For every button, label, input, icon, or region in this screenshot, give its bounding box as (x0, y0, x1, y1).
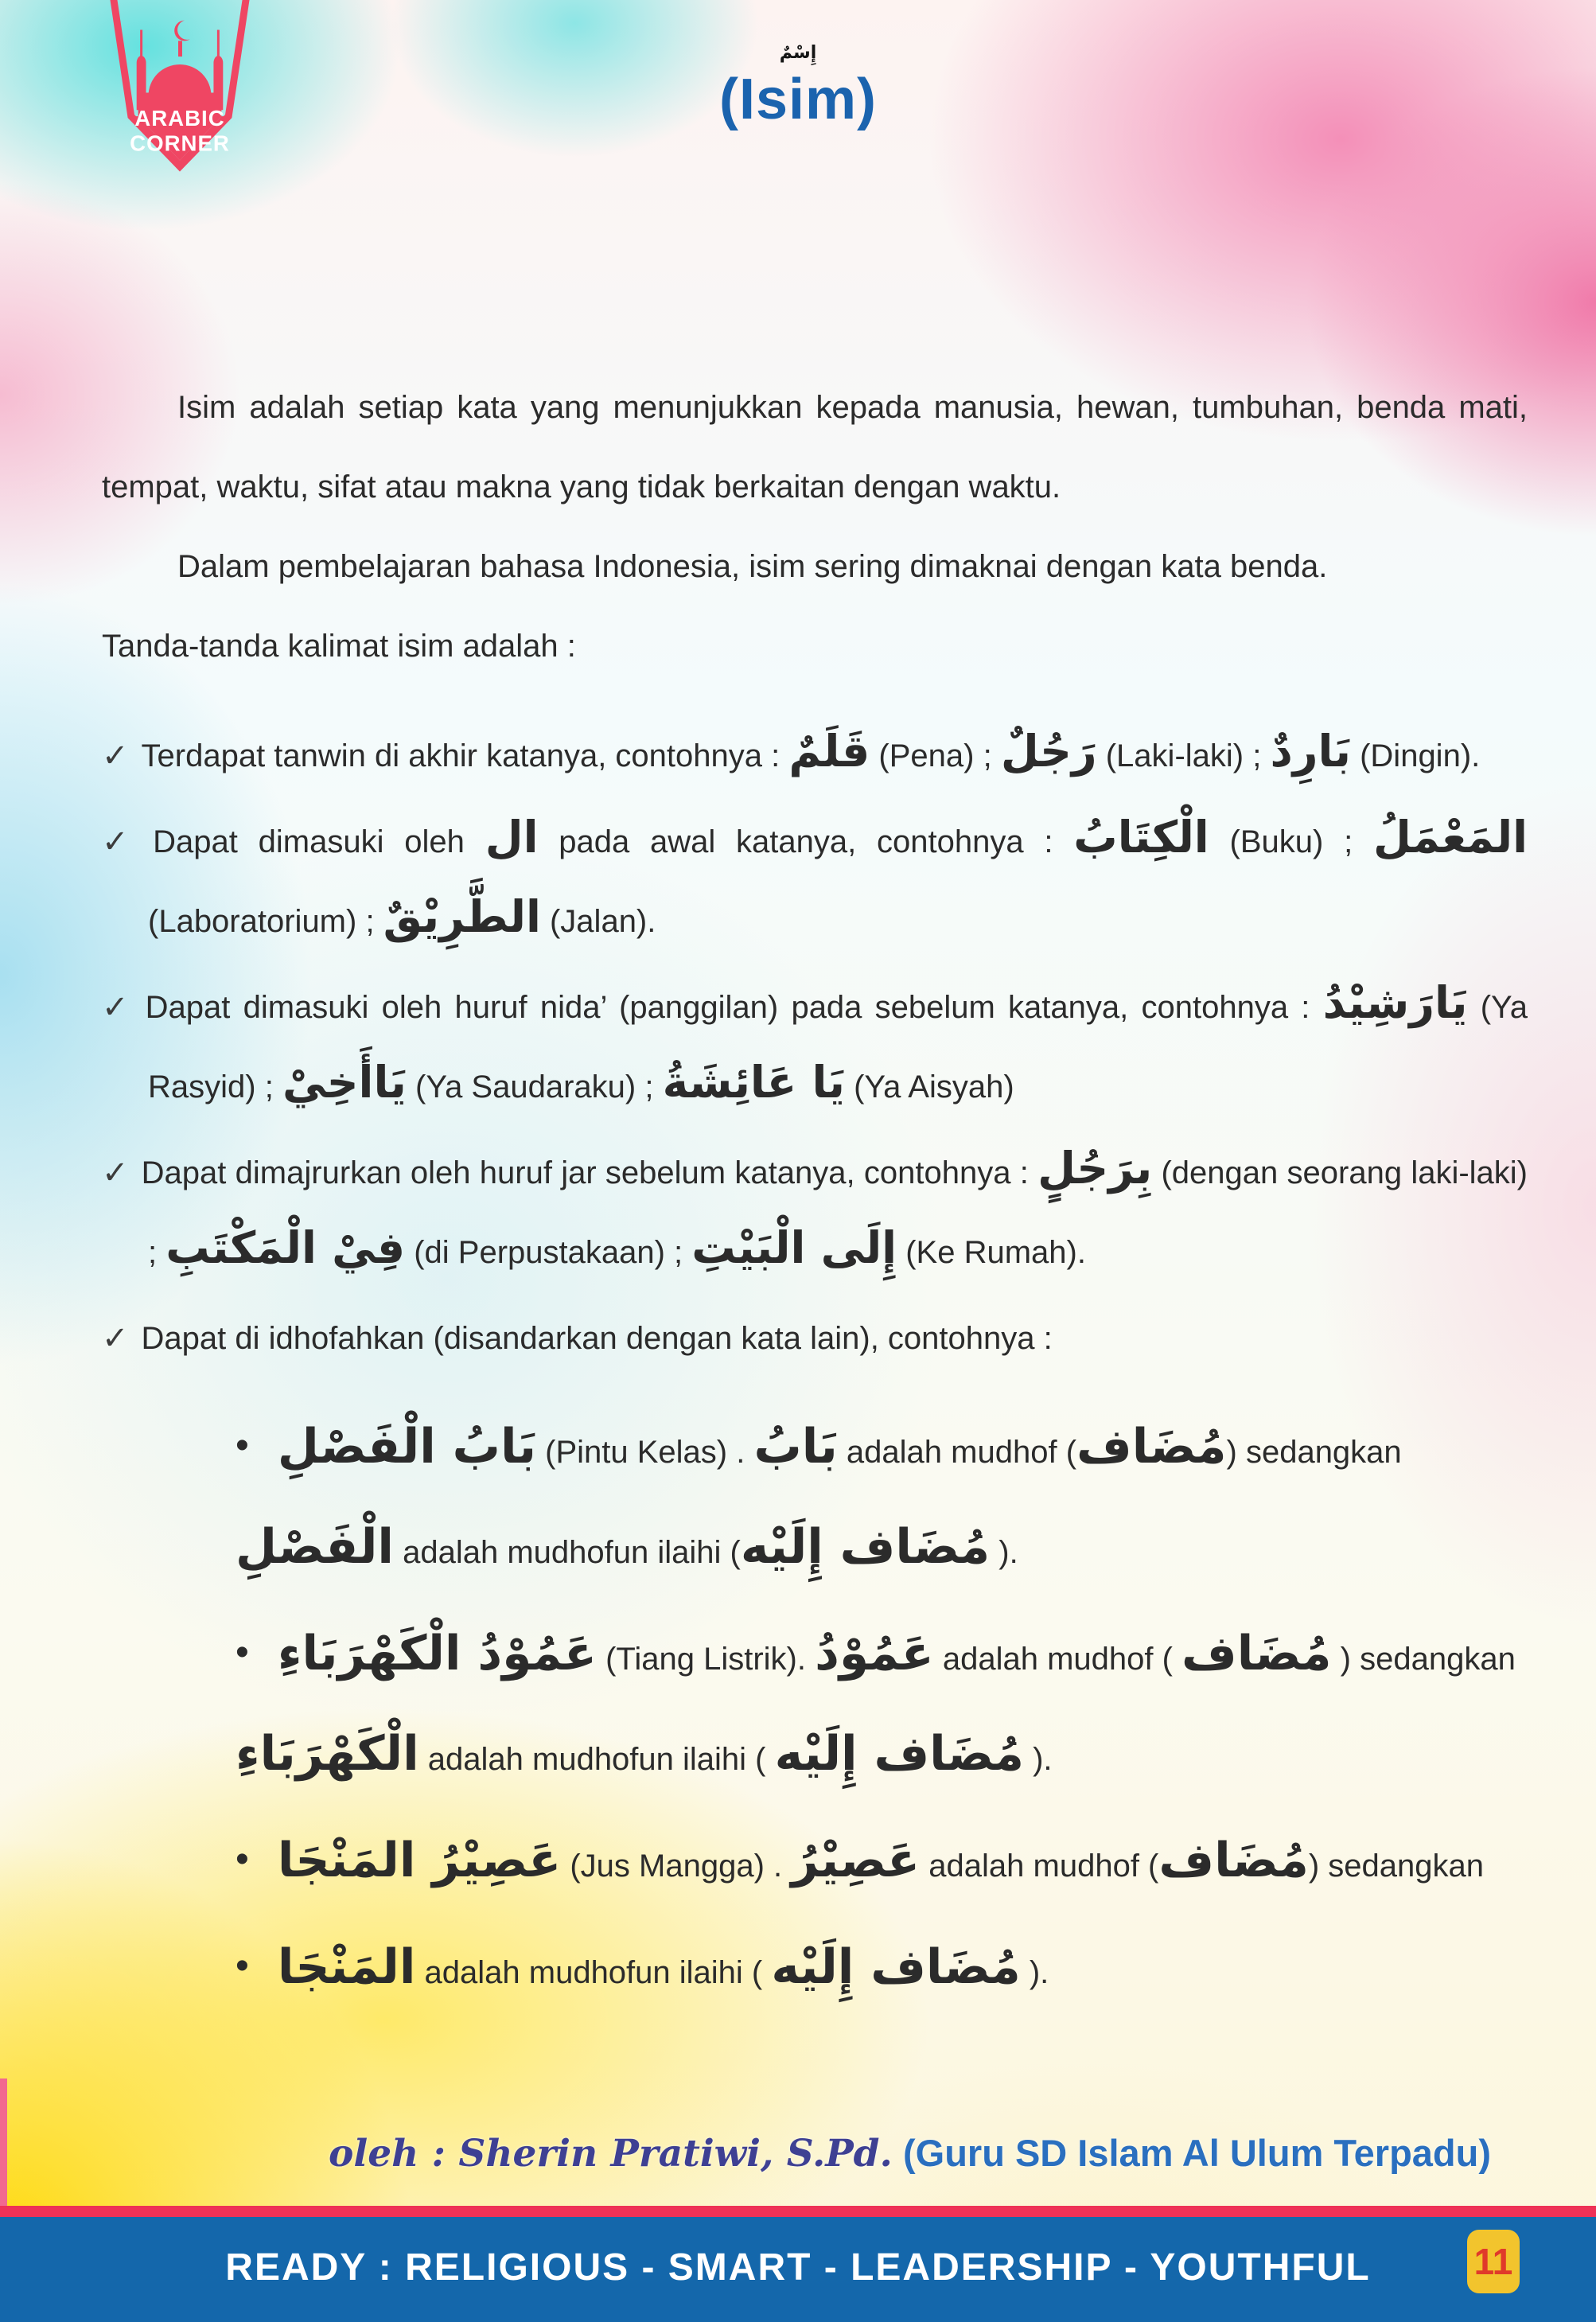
checklist-item-text (141, 1143, 1528, 1274)
arabic-text: مُضَاف (1181, 1626, 1332, 1681)
arabic-text: يَا عَائِشَةُ (662, 1058, 845, 1108)
arabic-text: إِلَى الْبَيْتِ (691, 1223, 897, 1274)
checklist-item (102, 802, 1528, 961)
arabic-text: عَصِيْرُ (791, 1833, 921, 1888)
footer-accent-stripe (0, 2206, 1596, 2217)
latin-text: adalah mudhofun ilaihi ( (415, 1955, 772, 1990)
latin-text: (Ke Rumah). (897, 1235, 1086, 1270)
list-item (236, 1399, 1528, 1499)
checkmark-icon: ✓ (102, 1321, 129, 1356)
latin-text: (Jus Mangga) . (561, 1849, 792, 1884)
main-content (102, 368, 1528, 2026)
latin-text: Terdapat tanwin di akhir katanya, contohnya : (141, 738, 789, 773)
arabic-text: عَصِيْرُ المَنْجَا (277, 1833, 562, 1888)
arabic-text: فِيْ الْمَكْتَبِ (165, 1223, 406, 1274)
checklist-item-text (148, 812, 1528, 943)
latin-text: ). (1020, 1955, 1049, 1990)
arabic-text: عَمُوْدُ (815, 1626, 934, 1681)
list-item-text (277, 1833, 1485, 1888)
latin-text: (Dingin). (1350, 738, 1481, 773)
author-role: (Guru SD Islam Al Ulum Terpadu) (892, 2132, 1491, 2174)
intro-paragraph-2: Dalam pembelajaran bahasa Indonesia, isim sering dimaknai dengan kata benda. (177, 549, 1328, 584)
latin-text: (Tiang Listrik). (596, 1642, 816, 1677)
bullet-icon: • (236, 1424, 249, 1467)
latin-text: (dengan seorang laki-laki) ; (148, 1155, 1528, 1270)
arabic-text: مُضَاف إِلَيْه (740, 1519, 991, 1575)
list-item-text (277, 1939, 1049, 1995)
list-item-text (277, 1419, 1402, 1475)
latin-text: Dapat dimasuki oleh (153, 824, 485, 859)
intro-paragraph-3: Tanda-tanda kalimat isim adalah : (102, 629, 576, 664)
page-title-arabic: إِسْمٌ (779, 43, 817, 63)
latin-text: ). (1023, 1742, 1053, 1777)
page-number-badge: 11 (1467, 2230, 1520, 2293)
latin-text: (Laki-laki) ; (1096, 738, 1271, 773)
checklist-item-text (141, 727, 1481, 777)
latin-text: (Pena) ; (870, 738, 1001, 773)
checkmark-icon: ✓ (102, 738, 129, 773)
arabic-text: بَابُ (753, 1419, 838, 1475)
arabic-text: يَارَشِيْدُ (1322, 978, 1468, 1029)
latin-text: Dapat dimasuki oleh huruf nida’ (panggilan) pada sebelum katanya, contohnya : (145, 990, 1323, 1025)
arabic-text: رَجُلٌ (1000, 727, 1097, 777)
latin-text: ) sedangkan (1331, 1642, 1516, 1677)
latin-text: Dapat dimajrurkan oleh huruf jar sebelum katanya, contohnya : (141, 1155, 1038, 1190)
arabic-text: مُضَاف إِلَيْه (774, 1726, 1024, 1782)
arabic-text: بَابُ الْفَصْلِ (277, 1419, 537, 1475)
checkmark-icon: ✓ (102, 990, 133, 1025)
arabic-text: مُضَاف (1158, 1833, 1309, 1888)
latin-text: Dapat di idhofahkan (disandarkan dengan kata lain), contohnya : (141, 1321, 1053, 1356)
arabic-text: الطَّرِيْقٌ (383, 892, 541, 943)
header (0, 45, 1596, 132)
isim-signs-checklist (102, 716, 1528, 1378)
latin-text: adalah mudhof ( (920, 1849, 1159, 1884)
page-title-latin: (Isim) (718, 68, 878, 132)
latin-text: (Pintu Kelas) . (536, 1435, 754, 1470)
latin-text: ) sedangkan (1226, 1435, 1402, 1470)
list-item (236, 1606, 1528, 1706)
arabic-text: بِرَجُلٍ (1037, 1143, 1153, 1194)
latin-text: adalah mudhof ( (837, 1435, 1077, 1470)
latin-text: (Ya Rasyid) ; (148, 990, 1528, 1105)
arabic-text: الْكِتَابُ (1073, 812, 1209, 863)
arabic-text: مُضَاف (1076, 1419, 1227, 1475)
arabic-text: عَمُوْدُ الْكَهْرَبَاءِ (277, 1626, 597, 1681)
checklist-item (102, 968, 1528, 1127)
list-item (236, 1813, 1528, 1913)
author-byline (329, 2131, 1491, 2176)
latin-text: (Ya Aisyah) (845, 1069, 1014, 1105)
list-item-text (236, 1726, 1053, 1782)
list-item (236, 1712, 1528, 1806)
arabic-text: ال (485, 812, 539, 863)
footer-motto: READY : RELIGIOUS - SMART - LEADERSHIP - YOUTHFUL (225, 2246, 1371, 2289)
latin-text: (Buku) ; (1209, 824, 1373, 859)
checkmark-icon: ✓ (102, 1155, 129, 1190)
list-item (236, 1506, 1528, 1599)
latin-text: (Jalan). (540, 904, 656, 939)
badge-text-line1: ARABIC (134, 105, 225, 131)
idhofah-examples-list (236, 1399, 1528, 2020)
arabic-text: المَنْجَا (277, 1939, 416, 1995)
arabic-text: قَلَمٌ (788, 727, 870, 777)
latin-text: adalah mudhofun ilaihi ( (393, 1535, 741, 1570)
latin-text: (Ya Saudaraku) ; (406, 1069, 663, 1105)
latin-text: adalah mudhof ( (933, 1642, 1182, 1677)
latin-text: (di Perpustakaan) ; (405, 1235, 692, 1270)
arabic-text: يَاأَخِيْ (282, 1058, 407, 1108)
badge-text-line2: CORNER (130, 131, 230, 156)
intro-paragraph-1: Isim adalah setiap kata yang menunjukkan kepada manusia, hewan, tumbuhan, benda mati, tempat, waktu, sifat atau makna yang tidak berkaitan dengan waktu. (102, 390, 1528, 505)
list-item (236, 1919, 1528, 2020)
checkmark-icon: ✓ (102, 824, 141, 859)
list-item-text (236, 1519, 1018, 1575)
latin-text: (Laboratorium) ; (148, 904, 383, 939)
bullet-icon: • (236, 1838, 249, 1880)
checklist-item-text (145, 978, 1528, 1108)
latin-text: ). (990, 1535, 1018, 1570)
checklist-item-text (142, 1321, 1053, 1356)
latin-text: pada awal katanya, contohnya : (538, 824, 1074, 859)
bullet-icon: • (236, 1945, 249, 1987)
checklist-item (102, 716, 1528, 796)
arabic-text: الْكَهْرَبَاءِ (236, 1726, 419, 1782)
arabic-text: المَعْمَلُ (1372, 812, 1528, 863)
list-item-text (277, 1626, 1516, 1681)
latin-text: ) sedangkan (1308, 1849, 1485, 1884)
arabic-text: مُضَاف إِلَيْه (771, 1939, 1021, 1995)
arabic-text: الْفَصْلِ (236, 1519, 394, 1575)
checklist-item (102, 1299, 1528, 1378)
left-edge-accent (0, 2079, 7, 2220)
checklist-item (102, 1133, 1528, 1292)
arabic-text: بَارِدٌ (1270, 727, 1351, 777)
footer-bar (0, 2217, 1596, 2322)
author-name: oleh : Sherin Pratiwi, S.Pd. (329, 2132, 893, 2176)
bullet-icon: • (236, 1631, 249, 1673)
latin-text: adalah mudhofun ilaihi ( (418, 1742, 775, 1777)
